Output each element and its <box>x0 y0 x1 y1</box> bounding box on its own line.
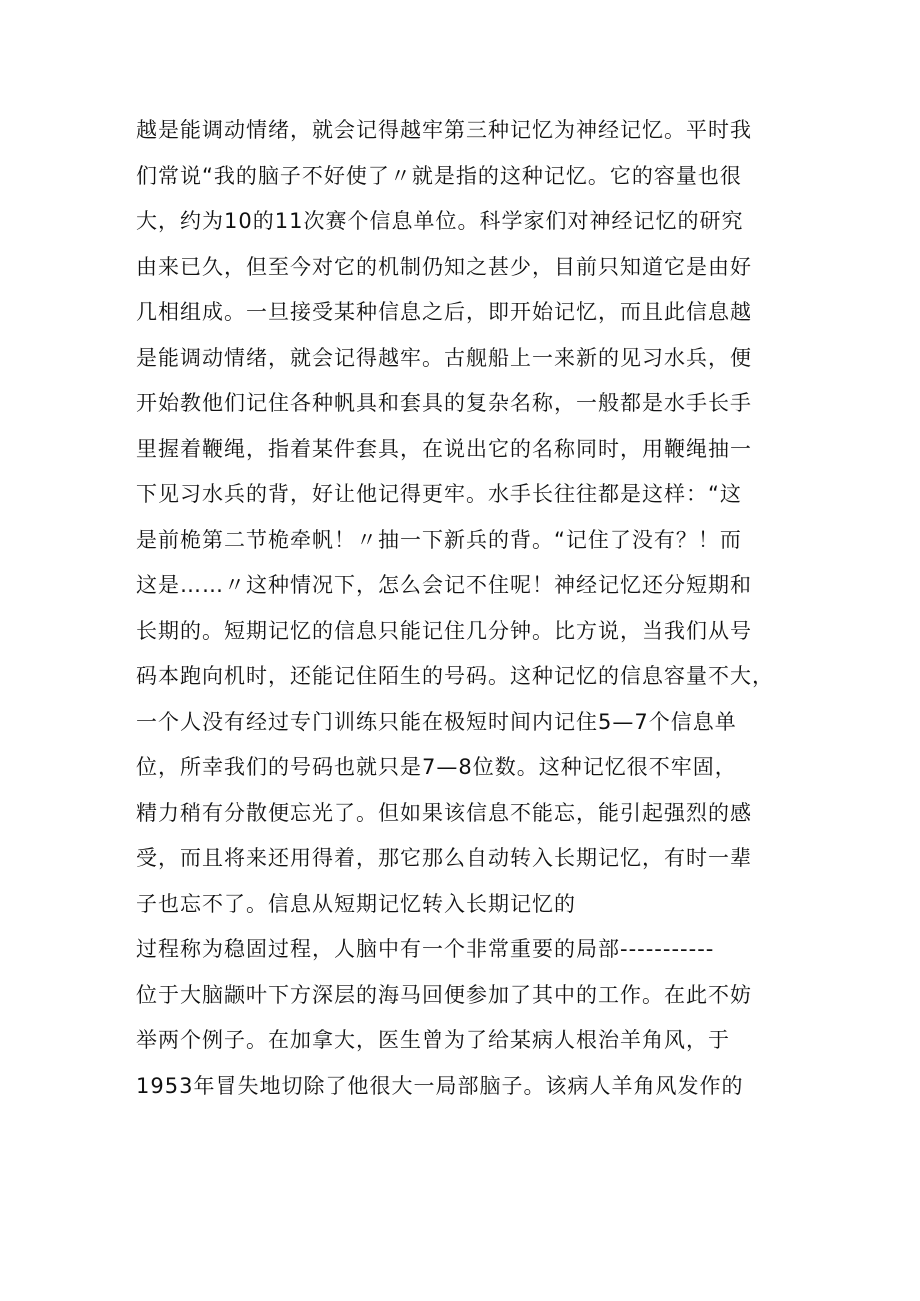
text-line: 越是能调动情绪，就会记得越牢第三种记忆为神经记忆。平时我 <box>136 118 752 142</box>
text-line: 过程称为稳固过程，人脑中有一个非常重要的局部----------- <box>136 937 715 961</box>
text-line: 码本跑向机时，还能记住陌生的号码。这种记忆的信息容量不大， <box>136 664 774 688</box>
text-line: 们常说“我的脑子不好使了〃就是指的这种记忆。它的容量也很 <box>136 163 742 188</box>
text-line: 长期的。短期记忆的信息只能记住几分钟。比方说，当我们从号 <box>136 618 752 643</box>
text-line: 几相组成。一旦接受某种信息之后，即开始记忆，而且此信息越 <box>136 300 752 324</box>
text-line: 受，而且将来还用得着，那它那么自动转入长期记忆，有时一辈 <box>136 846 752 870</box>
text-line: 下见习水兵的背，好让他记得更牢。水手长往往都是这样：“这 <box>136 482 742 506</box>
text-line: 举两个例子。在加拿大，医生曾为了给某病人根治羊角风，于 <box>136 1028 730 1052</box>
text-line: 一个人没有经过专门训练只能在极短时间内记住5—7个信息单 <box>136 709 737 734</box>
text-line: 子也忘不了。信息从短期记忆转入长期记忆的 <box>136 891 576 916</box>
text-line: 是能调动情绪，就会记得越牢。古舰船上一来新的见习水兵，便 <box>136 345 752 370</box>
body-text <box>136 108 800 1109</box>
text-line: 精力稍有分散便忘光了。但如果该信息不能忘，能引起强烈的感 <box>136 800 752 825</box>
text-line: 由来已久，但至今对它的机制仍知之甚少，目前只知道它是由好 <box>136 254 752 279</box>
text-line: 这是……〃这种情况下，怎么会记不住呢！神经记忆还分短期和 <box>136 573 752 597</box>
text-line: 1953年冒失地切除了他很大一局部脑子。该病人羊角风发作的 <box>136 1073 744 1098</box>
text-line: 开始教他们记住各种帆具和套具的复杂名称，一般都是水手长手 <box>136 391 752 415</box>
text-line: 里握着鞭绳，指着某件套具，在说出它的名称同时，用鞭绳抽一 <box>136 436 752 461</box>
text-line: 位，所幸我们的号码也就只是7—8位数。这种记忆很不牢固， <box>136 755 737 779</box>
text-line: 大，约为10的11次赛个信息单位。科学家们对神经记忆的研究 <box>136 209 744 233</box>
text-line: 是前桅第二节桅牵帆！〃抽一下新兵的背。“记住了没有？！而 <box>136 527 742 552</box>
text-line: 位于大脑颛叶下方深层的海马回便参加了其中的工作。在此不妨 <box>136 982 752 1007</box>
